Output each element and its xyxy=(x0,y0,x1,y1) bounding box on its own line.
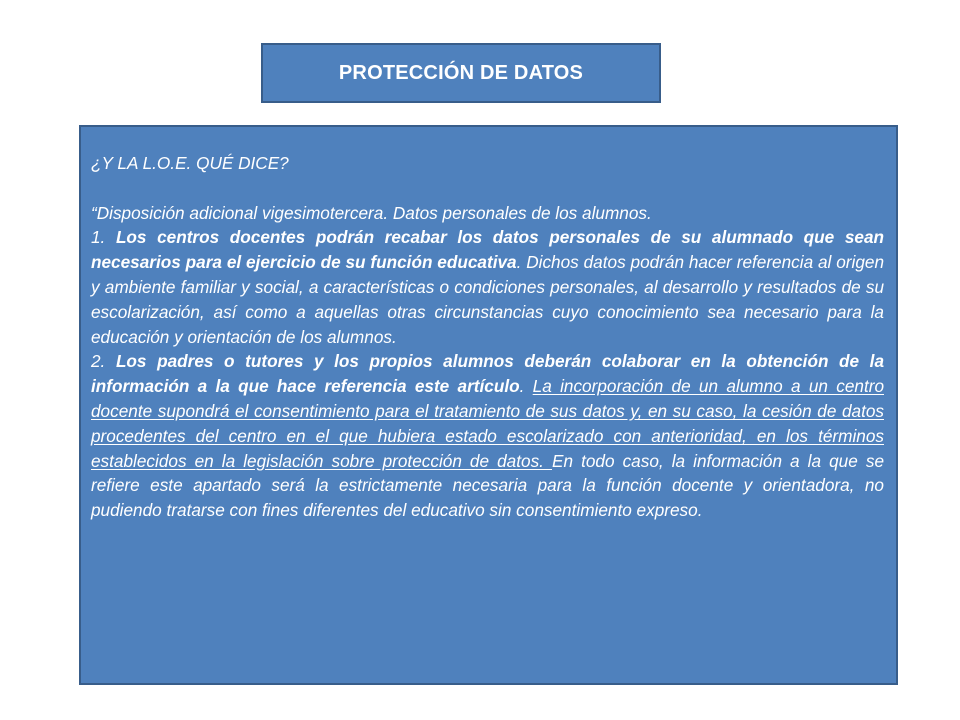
paragraph-1-rest: . Dichos datos podrán hacer referencia al origen y ambiente familiar y social, a características o condiciones personales, al desarrollo y resultados de su escolarización, así como a aquellas otras circunstancias cuyo conocimiento sea necesario para la educación y orientación de los alumnos. xyxy=(91,252,884,347)
slide-title: PROTECCIÓN DE DATOS xyxy=(338,61,584,84)
intro-line: “Disposición adicional vigesimotercera. Datos personales de los alumnos. xyxy=(91,202,652,223)
paragraph-2-after-bold: . xyxy=(519,376,533,397)
paragraph-1 xyxy=(91,225,884,349)
paragraph-2-rest: En todo caso, la información a la que se refiere este apartado será la estrictamente necesaria para la función docente y orientadora, no pudiendo tratarse con fines diferentes del educativo sin consentimiento expreso. xyxy=(91,450,884,521)
paragraph-2-bold: Los padres o tutores y los propios alumnos deberán colaborar en la obtención de la información a la que hace referencia este artículo xyxy=(91,351,885,397)
paragraph-2-underlined: La incorporación de un alumno a un centro docente supondrá el consentimiento para el tratamiento de sus datos y, en su caso, la cesión de datos procedentes del centro en el que hubiera estado escolarizado con anterioridad, en los términos establecidos en la legislación sobre protección de datos. xyxy=(91,376,884,471)
title-box xyxy=(261,43,661,103)
paragraph-1-number: 1. xyxy=(91,227,116,248)
paragraph-1-bold: Los centros docentes podrán recabar los datos personales de su alumnado que sean necesarios para el ejercicio de su función educativa xyxy=(91,227,885,273)
paragraph-2-number: 2. xyxy=(91,351,116,372)
paragraph-2 xyxy=(91,349,884,523)
question-heading: ¿Y LA L.O.E. QUÉ DICE? xyxy=(91,153,289,173)
content-box xyxy=(79,125,898,685)
